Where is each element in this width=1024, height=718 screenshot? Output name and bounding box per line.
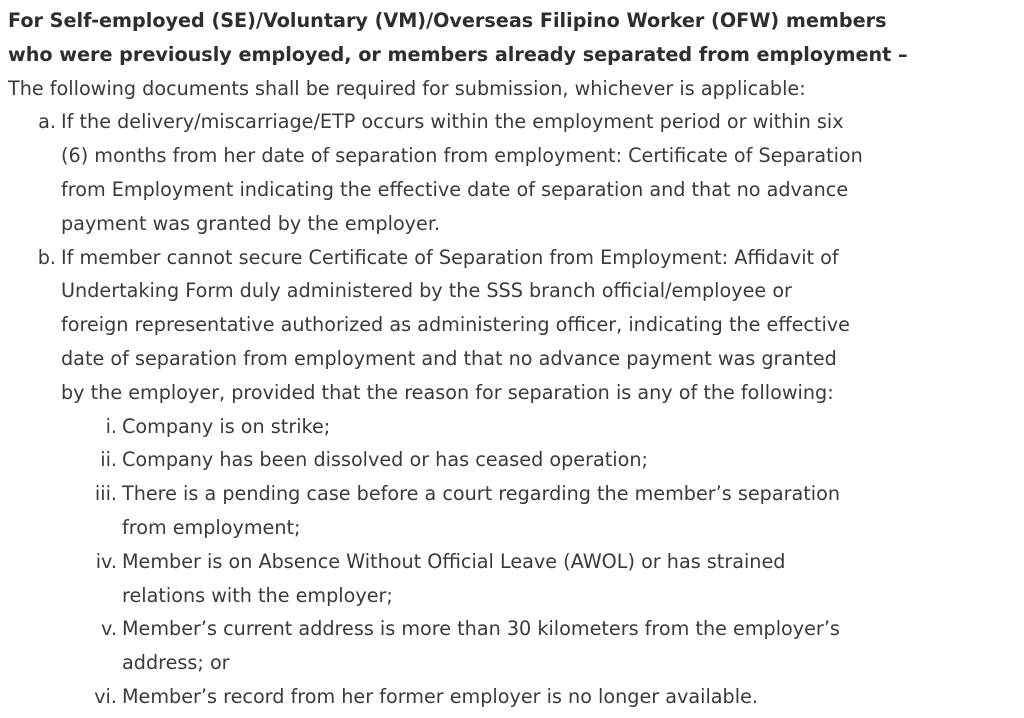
list-marker: iv. bbox=[95, 549, 117, 573]
list-item-text bbox=[122, 443, 1024, 477]
text-line: from employment; bbox=[122, 515, 301, 539]
sub-list-item bbox=[0, 410, 1024, 444]
list-item-text bbox=[122, 612, 1024, 680]
list-item-text bbox=[122, 410, 1024, 444]
list-item bbox=[0, 105, 1024, 240]
list-marker: b. bbox=[37, 245, 56, 269]
text-line: If member cannot secure Certificate of Separation from Employment: Affidavit of bbox=[61, 245, 839, 269]
list-item-text bbox=[122, 477, 1024, 545]
sub-list-item bbox=[0, 680, 1024, 714]
list-marker: i. bbox=[105, 414, 117, 438]
text-line: Company is on strike; bbox=[122, 414, 331, 438]
list-item-text bbox=[61, 241, 1024, 410]
list-item-text bbox=[61, 105, 1024, 240]
list-marker: iii. bbox=[94, 482, 117, 506]
list-item-text bbox=[122, 545, 1024, 613]
text-line: Member is on Absence Without Official Leave (AWOL) or has strained bbox=[122, 549, 786, 573]
sub-list-item bbox=[0, 612, 1024, 680]
text-line: Company has been dissolved or has ceased operation; bbox=[122, 448, 648, 472]
sub-list-item bbox=[0, 443, 1024, 477]
list-marker: v. bbox=[101, 617, 117, 641]
requirements-list bbox=[0, 105, 1024, 713]
list-marker: vi. bbox=[94, 684, 117, 708]
text-line: address; or bbox=[122, 651, 230, 675]
sub-list-item bbox=[0, 477, 1024, 545]
text-line: Member’s current address is more than 30 kilometers from the employer’s bbox=[122, 617, 840, 641]
text-line: (6) months from her date of separation from employment: Certificate of Separation bbox=[61, 144, 863, 168]
text-line: relations with the employer; bbox=[122, 583, 393, 607]
heading-line: For Self-employed (SE)/Voluntary (VM)/Overseas Filipino Worker (OFW) members bbox=[8, 9, 887, 32]
intro-text: The following documents shall be required for submission, whichever is applicable: bbox=[8, 76, 806, 100]
list-marker: a. bbox=[38, 110, 56, 134]
text-line: from Employment indicating the effective date of separation and that no advance bbox=[61, 177, 849, 201]
text-line: date of separation from employment and that no advance payment was granted bbox=[61, 346, 837, 370]
list-item bbox=[0, 241, 1024, 410]
text-line: foreign representative authorized as administering officer, indicating the effective bbox=[61, 313, 850, 337]
text-line: If the delivery/miscarriage/ETP occurs within the employment period or within six bbox=[61, 110, 844, 134]
list-item-text bbox=[122, 680, 1024, 714]
heading-line: who were previously employed, or members already separated from employment – bbox=[8, 42, 908, 66]
text-line: payment was granted by the employer. bbox=[61, 211, 441, 235]
text-line: There is a pending case before a court regarding the member’s separation bbox=[122, 482, 841, 506]
text-line: Member’s record from her former employer is no longer available. bbox=[122, 684, 758, 708]
list-marker: ii. bbox=[100, 448, 117, 472]
text-line: Undertaking Form duly administered by the SSS branch official/employee or bbox=[61, 279, 792, 303]
text-line: by the employer, provided that the reason for separation is any of the following: bbox=[61, 380, 834, 404]
sub-list-item bbox=[0, 545, 1024, 613]
